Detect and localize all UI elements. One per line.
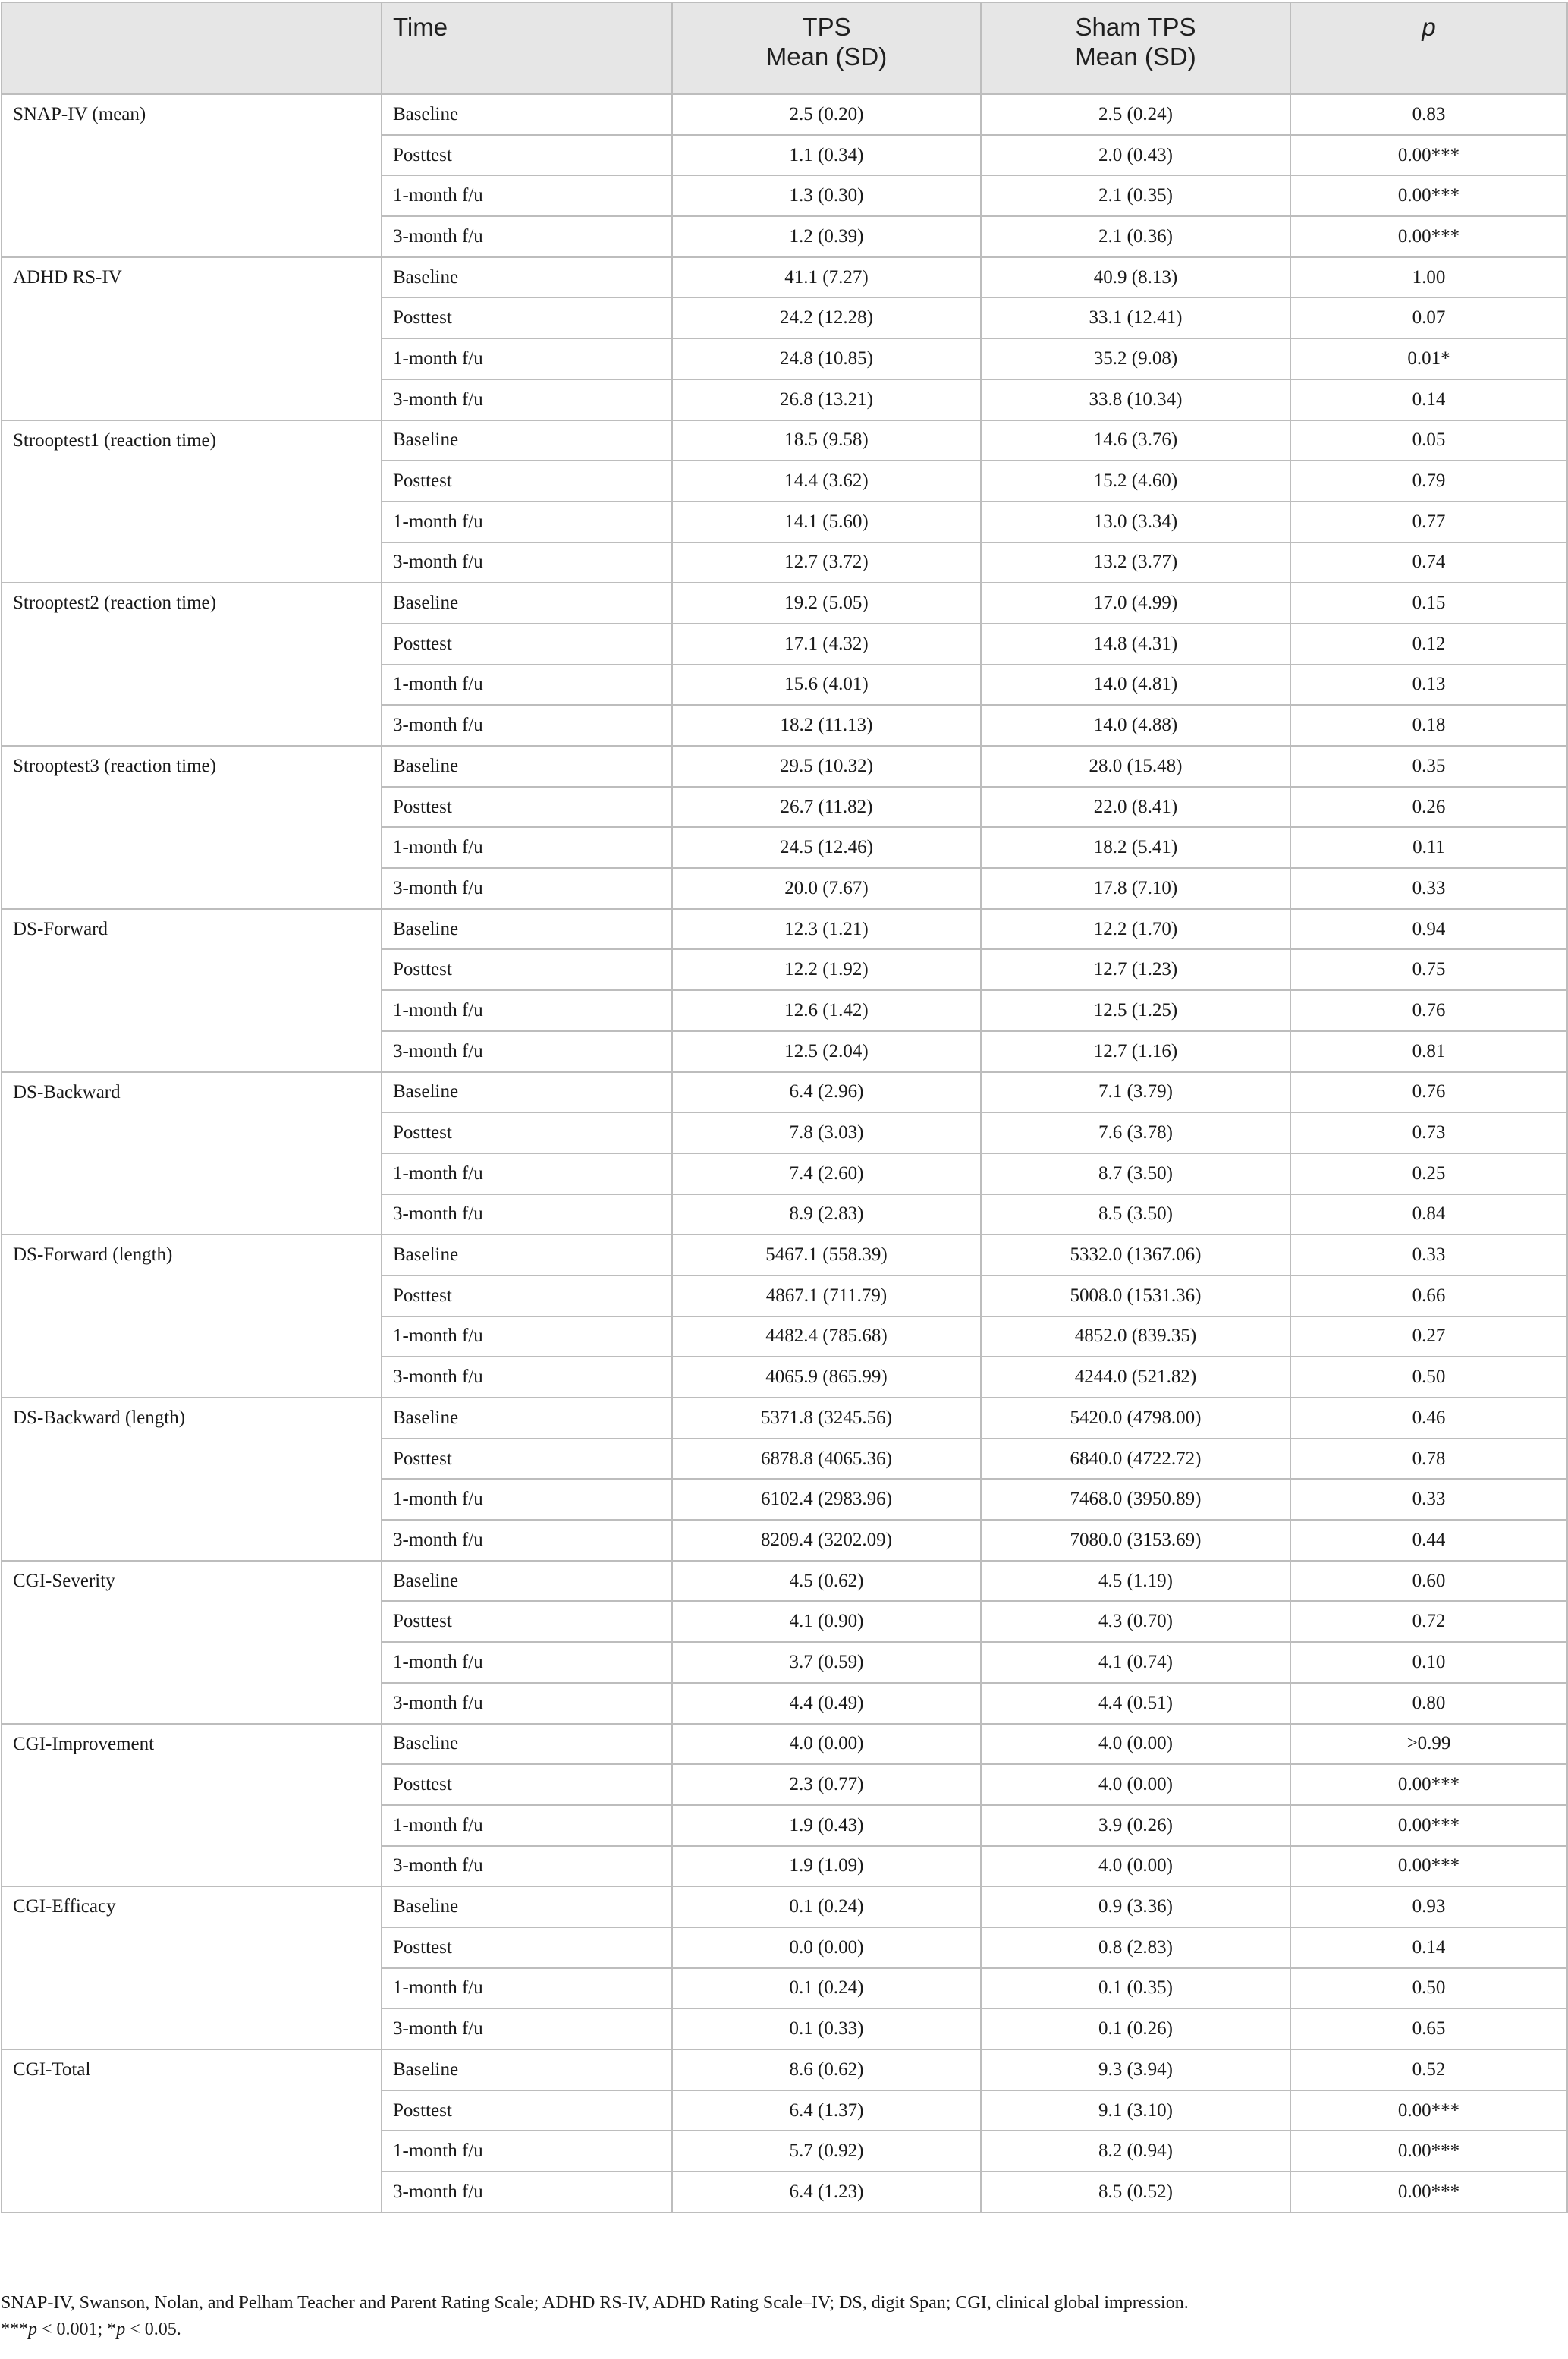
header-tps-line1: TPS bbox=[802, 13, 851, 41]
p-value-cell: 0.26 bbox=[1290, 787, 1567, 828]
tps-cell: 5371.8 (3245.56) bbox=[672, 1398, 981, 1439]
tps-cell: 7.8 (3.03) bbox=[672, 1112, 981, 1153]
time-cell: Posttest bbox=[382, 787, 672, 828]
measure-cell: CGI-Efficacy bbox=[2, 1886, 382, 2049]
footnote-stars: *** bbox=[1, 2320, 28, 2339]
sham-cell: 7.1 (3.79) bbox=[981, 1072, 1290, 1113]
p-value-cell: 0.93 bbox=[1290, 1886, 1567, 1927]
time-cell: Posttest bbox=[382, 1764, 672, 1805]
p-value-cell: 0.33 bbox=[1290, 868, 1567, 909]
p-value-cell: 0.00*** bbox=[1290, 175, 1567, 216]
time-cell: Baseline bbox=[382, 909, 672, 950]
tps-cell: 5467.1 (558.39) bbox=[672, 1235, 981, 1275]
tps-cell: 12.7 (3.72) bbox=[672, 543, 981, 583]
p-value-cell: 1.00 bbox=[1290, 257, 1567, 298]
tps-cell: 1.9 (0.43) bbox=[672, 1805, 981, 1846]
tps-cell: 3.7 (0.59) bbox=[672, 1642, 981, 1683]
p-value-cell: 0.66 bbox=[1290, 1275, 1567, 1316]
tps-cell: 1.1 (0.34) bbox=[672, 135, 981, 176]
time-cell: Baseline bbox=[382, 746, 672, 787]
table-body bbox=[2, 94, 1567, 2213]
p-value-cell: 0.65 bbox=[1290, 2008, 1567, 2049]
sham-cell: 4.0 (0.00) bbox=[981, 1846, 1290, 1887]
sham-cell: 2.0 (0.43) bbox=[981, 135, 1290, 176]
footnote-abbreviations: SNAP-IV, Swanson, Nolan, and Pelham Teacher and Parent Rating Scale; ADHD RS-IV, ADHD Rating Scale–IV; DS, digit Span; CGI, clinical global impression. bbox=[1, 2293, 1189, 2313]
sham-cell: 0.9 (3.36) bbox=[981, 1886, 1290, 1927]
tps-cell: 12.3 (1.21) bbox=[672, 909, 981, 950]
table-row bbox=[2, 1561, 1567, 1602]
tps-cell: 0.1 (0.24) bbox=[672, 1886, 981, 1927]
header-sham-line1: Sham TPS bbox=[1075, 13, 1196, 41]
sham-cell: 12.5 (1.25) bbox=[981, 990, 1290, 1031]
measure-cell: CGI-Severity bbox=[2, 1561, 382, 1724]
header-sham-line2: Mean (SD) bbox=[1075, 42, 1196, 71]
p-value-cell: 0.50 bbox=[1290, 1357, 1567, 1398]
time-cell: Posttest bbox=[382, 297, 672, 338]
tps-cell: 26.8 (13.21) bbox=[672, 379, 981, 420]
table-row bbox=[2, 1398, 1567, 1439]
time-cell: 1-month f/u bbox=[382, 502, 672, 543]
p-value-cell: 0.33 bbox=[1290, 1479, 1567, 1520]
time-cell: 1-month f/u bbox=[382, 1153, 672, 1194]
sham-cell: 15.2 (4.60) bbox=[981, 461, 1290, 502]
header-tps-line2: Mean (SD) bbox=[765, 42, 888, 71]
sham-cell: 4852.0 (839.35) bbox=[981, 1316, 1290, 1357]
time-cell: 1-month f/u bbox=[382, 665, 672, 706]
tps-cell: 24.5 (12.46) bbox=[672, 827, 981, 868]
p-value-cell: 0.14 bbox=[1290, 379, 1567, 420]
time-cell: 3-month f/u bbox=[382, 1683, 672, 1724]
p-value-cell: 0.27 bbox=[1290, 1316, 1567, 1357]
table-row bbox=[2, 583, 1567, 624]
p-value-cell: 0.72 bbox=[1290, 1601, 1567, 1642]
time-cell: Baseline bbox=[382, 257, 672, 298]
p-value-cell: 0.10 bbox=[1290, 1642, 1567, 1683]
header-sham bbox=[981, 2, 1290, 94]
sham-cell: 4.3 (0.70) bbox=[981, 1601, 1290, 1642]
tps-cell: 1.3 (0.30) bbox=[672, 175, 981, 216]
sham-cell: 14.6 (3.76) bbox=[981, 420, 1290, 461]
tps-cell: 6102.4 (2983.96) bbox=[672, 1479, 981, 1520]
tps-cell: 41.1 (7.27) bbox=[672, 257, 981, 298]
sham-cell: 0.1 (0.26) bbox=[981, 2008, 1290, 2049]
tps-cell: 4.0 (0.00) bbox=[672, 1724, 981, 1765]
time-cell: 3-month f/u bbox=[382, 216, 672, 257]
time-cell: 3-month f/u bbox=[382, 543, 672, 583]
time-cell: Baseline bbox=[382, 1886, 672, 1927]
sham-cell: 18.2 (5.41) bbox=[981, 827, 1290, 868]
table-footnotes bbox=[1, 2290, 1563, 2343]
header-p-value: p bbox=[1290, 2, 1567, 94]
p-value-cell: 0.84 bbox=[1290, 1194, 1567, 1235]
footnote-threshold-05: < 0.05. bbox=[125, 2320, 181, 2339]
tps-cell: 29.5 (10.32) bbox=[672, 746, 981, 787]
tps-cell: 6878.8 (4065.36) bbox=[672, 1439, 981, 1480]
tps-cell: 7.4 (2.60) bbox=[672, 1153, 981, 1194]
time-cell: 3-month f/u bbox=[382, 1357, 672, 1398]
p-value-cell: 0.00*** bbox=[1290, 216, 1567, 257]
p-value-cell: 0.07 bbox=[1290, 297, 1567, 338]
p-value-cell: 0.00*** bbox=[1290, 1805, 1567, 1846]
table-row bbox=[2, 2049, 1567, 2090]
measure-cell: Strooptest1 (reaction time) bbox=[2, 420, 382, 583]
sham-cell: 9.3 (3.94) bbox=[981, 2049, 1290, 2090]
tps-cell: 0.1 (0.33) bbox=[672, 2008, 981, 2049]
measure-cell: CGI-Total bbox=[2, 2049, 382, 2213]
tps-cell: 4482.4 (785.68) bbox=[672, 1316, 981, 1357]
tps-cell: 0.1 (0.24) bbox=[672, 1968, 981, 2009]
time-cell: 3-month f/u bbox=[382, 379, 672, 420]
time-cell: 1-month f/u bbox=[382, 1805, 672, 1846]
p-value-cell: 0.35 bbox=[1290, 746, 1567, 787]
measure-cell: CGI-Improvement bbox=[2, 1724, 382, 1887]
sham-cell: 2.1 (0.36) bbox=[981, 216, 1290, 257]
p-value-cell: 0.01* bbox=[1290, 338, 1567, 379]
p-value-cell: 0.46 bbox=[1290, 1398, 1567, 1439]
p-value-cell: 0.00*** bbox=[1290, 2131, 1567, 2172]
sham-cell: 8.7 (3.50) bbox=[981, 1153, 1290, 1194]
p-value-cell: 0.78 bbox=[1290, 1439, 1567, 1480]
p-value-cell: 0.00*** bbox=[1290, 2172, 1567, 2213]
p-value-cell: 0.12 bbox=[1290, 624, 1567, 665]
time-cell: Baseline bbox=[382, 1235, 672, 1275]
time-cell: Posttest bbox=[382, 949, 672, 990]
p-value-cell: 0.00*** bbox=[1290, 2090, 1567, 2131]
sham-cell: 6840.0 (4722.72) bbox=[981, 1439, 1290, 1480]
time-cell: 3-month f/u bbox=[382, 1846, 672, 1887]
time-cell: 3-month f/u bbox=[382, 1520, 672, 1561]
footnote-p-symbol: p bbox=[28, 2320, 37, 2339]
time-cell: Posttest bbox=[382, 1275, 672, 1316]
time-cell: Baseline bbox=[382, 420, 672, 461]
sham-cell: 3.9 (0.26) bbox=[981, 1805, 1290, 1846]
tps-cell: 6.4 (1.37) bbox=[672, 2090, 981, 2131]
sham-cell: 4244.0 (521.82) bbox=[981, 1357, 1290, 1398]
time-cell: Baseline bbox=[382, 1561, 672, 1602]
header-time: Time bbox=[382, 2, 672, 94]
footnote-p-symbol: p bbox=[116, 2320, 126, 2339]
tps-cell: 8.9 (2.83) bbox=[672, 1194, 981, 1235]
sham-cell: 13.0 (3.34) bbox=[981, 502, 1290, 543]
sham-cell: 4.4 (0.51) bbox=[981, 1683, 1290, 1724]
sham-cell: 5008.0 (1531.36) bbox=[981, 1275, 1290, 1316]
sham-cell: 17.8 (7.10) bbox=[981, 868, 1290, 909]
time-cell: 1-month f/u bbox=[382, 2131, 672, 2172]
sham-cell: 14.0 (4.81) bbox=[981, 665, 1290, 706]
sham-cell: 12.2 (1.70) bbox=[981, 909, 1290, 950]
tps-cell: 8209.4 (3202.09) bbox=[672, 1520, 981, 1561]
p-value-cell: 0.18 bbox=[1290, 705, 1567, 746]
time-cell: 3-month f/u bbox=[382, 2172, 672, 2213]
time-cell: 1-month f/u bbox=[382, 1642, 672, 1683]
table-row bbox=[2, 1724, 1567, 1765]
sham-cell: 8.5 (3.50) bbox=[981, 1194, 1290, 1235]
tps-cell: 19.2 (5.05) bbox=[672, 583, 981, 624]
table-row bbox=[2, 1886, 1567, 1927]
time-cell: 1-month f/u bbox=[382, 338, 672, 379]
p-value-cell: 0.44 bbox=[1290, 1520, 1567, 1561]
measure-cell: DS-Backward bbox=[2, 1072, 382, 1235]
sham-cell: 35.2 (9.08) bbox=[981, 338, 1290, 379]
p-value-cell: 0.11 bbox=[1290, 827, 1567, 868]
time-cell: Posttest bbox=[382, 1601, 672, 1642]
tps-cell: 4.4 (0.49) bbox=[672, 1683, 981, 1724]
time-cell: Baseline bbox=[382, 2049, 672, 2090]
tps-cell: 1.2 (0.39) bbox=[672, 216, 981, 257]
time-cell: Posttest bbox=[382, 461, 672, 502]
sham-cell: 5332.0 (1367.06) bbox=[981, 1235, 1290, 1275]
sham-cell: 12.7 (1.16) bbox=[981, 1031, 1290, 1072]
p-value-cell: 0.15 bbox=[1290, 583, 1567, 624]
tps-cell: 12.2 (1.92) bbox=[672, 949, 981, 990]
time-cell: Posttest bbox=[382, 135, 672, 176]
tps-cell: 0.0 (0.00) bbox=[672, 1927, 981, 1968]
p-value-cell: 0.76 bbox=[1290, 1072, 1567, 1113]
p-value-cell: 0.05 bbox=[1290, 420, 1567, 461]
sham-cell: 33.8 (10.34) bbox=[981, 379, 1290, 420]
tps-cell: 2.3 (0.77) bbox=[672, 1764, 981, 1805]
sham-cell: 17.0 (4.99) bbox=[981, 583, 1290, 624]
p-value-cell: 0.25 bbox=[1290, 1153, 1567, 1194]
p-value-cell: 0.80 bbox=[1290, 1683, 1567, 1724]
tps-cell: 4.1 (0.90) bbox=[672, 1601, 981, 1642]
tps-cell: 12.5 (2.04) bbox=[672, 1031, 981, 1072]
header-row bbox=[2, 2, 1567, 94]
time-cell: Posttest bbox=[382, 624, 672, 665]
p-value-cell: >0.99 bbox=[1290, 1724, 1567, 1765]
footnote-significance bbox=[1, 2317, 1563, 2343]
tps-cell: 4065.9 (865.99) bbox=[672, 1357, 981, 1398]
sham-cell: 0.8 (2.83) bbox=[981, 1927, 1290, 1968]
sham-cell: 13.2 (3.77) bbox=[981, 543, 1290, 583]
table-row bbox=[2, 1072, 1567, 1113]
time-cell: 3-month f/u bbox=[382, 1031, 672, 1072]
tps-cell: 12.6 (1.42) bbox=[672, 990, 981, 1031]
measure-cell: Strooptest2 (reaction time) bbox=[2, 583, 382, 746]
measure-cell: ADHD RS-IV bbox=[2, 257, 382, 420]
table-row bbox=[2, 94, 1567, 135]
sham-cell: 2.1 (0.35) bbox=[981, 175, 1290, 216]
tps-cell: 15.6 (4.01) bbox=[672, 665, 981, 706]
sham-cell: 4.5 (1.19) bbox=[981, 1561, 1290, 1602]
tps-cell: 2.5 (0.20) bbox=[672, 94, 981, 135]
p-value-cell: 0.79 bbox=[1290, 461, 1567, 502]
p-value-cell: 0.33 bbox=[1290, 1235, 1567, 1275]
time-cell: Baseline bbox=[382, 1072, 672, 1113]
tps-cell: 4.5 (0.62) bbox=[672, 1561, 981, 1602]
p-value-cell: 0.83 bbox=[1290, 94, 1567, 135]
measure-cell: Strooptest3 (reaction time) bbox=[2, 746, 382, 909]
p-value-cell: 0.77 bbox=[1290, 502, 1567, 543]
time-cell: 3-month f/u bbox=[382, 1194, 672, 1235]
tps-cell: 4867.1 (711.79) bbox=[672, 1275, 981, 1316]
sham-cell: 4.1 (0.74) bbox=[981, 1642, 1290, 1683]
tps-cell: 26.7 (11.82) bbox=[672, 787, 981, 828]
sham-cell: 7.6 (3.78) bbox=[981, 1112, 1290, 1153]
sham-cell: 7080.0 (3153.69) bbox=[981, 1520, 1290, 1561]
sham-cell: 8.5 (0.52) bbox=[981, 2172, 1290, 2213]
time-cell: 1-month f/u bbox=[382, 175, 672, 216]
tps-cell: 14.4 (3.62) bbox=[672, 461, 981, 502]
time-cell: 1-month f/u bbox=[382, 1479, 672, 1520]
sham-cell: 33.1 (12.41) bbox=[981, 297, 1290, 338]
time-cell: 1-month f/u bbox=[382, 1968, 672, 2009]
tps-cell: 6.4 (2.96) bbox=[672, 1072, 981, 1113]
tps-cell: 18.2 (11.13) bbox=[672, 705, 981, 746]
sham-cell: 22.0 (8.41) bbox=[981, 787, 1290, 828]
time-cell: Baseline bbox=[382, 1398, 672, 1439]
sham-cell: 28.0 (15.48) bbox=[981, 746, 1290, 787]
time-cell: 1-month f/u bbox=[382, 990, 672, 1031]
time-cell: 1-month f/u bbox=[382, 1316, 672, 1357]
sham-cell: 40.9 (8.13) bbox=[981, 257, 1290, 298]
p-value-cell: 0.13 bbox=[1290, 665, 1567, 706]
tps-cell: 1.9 (1.09) bbox=[672, 1846, 981, 1887]
tps-cell: 8.6 (0.62) bbox=[672, 2049, 981, 2090]
time-cell: Baseline bbox=[382, 583, 672, 624]
time-cell: 3-month f/u bbox=[382, 2008, 672, 2049]
tps-cell: 18.5 (9.58) bbox=[672, 420, 981, 461]
sham-cell: 0.1 (0.35) bbox=[981, 1968, 1290, 2009]
sham-cell: 14.0 (4.88) bbox=[981, 705, 1290, 746]
p-value-cell: 0.00*** bbox=[1290, 135, 1567, 176]
footnote-threshold-001: < 0.001; * bbox=[37, 2320, 117, 2339]
p-value-cell: 0.50 bbox=[1290, 1968, 1567, 2009]
p-value-cell: 0.81 bbox=[1290, 1031, 1567, 1072]
time-cell: 3-month f/u bbox=[382, 868, 672, 909]
measure-cell: DS-Forward bbox=[2, 909, 382, 1072]
p-value-cell: 0.73 bbox=[1290, 1112, 1567, 1153]
sham-cell: 5420.0 (4798.00) bbox=[981, 1398, 1290, 1439]
tps-cell: 20.0 (7.67) bbox=[672, 868, 981, 909]
sham-cell: 7468.0 (3950.89) bbox=[981, 1479, 1290, 1520]
time-cell: Baseline bbox=[382, 1724, 672, 1765]
table-row bbox=[2, 746, 1567, 787]
table-header bbox=[2, 2, 1567, 94]
tps-cell: 24.8 (10.85) bbox=[672, 338, 981, 379]
sham-cell: 8.2 (0.94) bbox=[981, 2131, 1290, 2172]
table-row bbox=[2, 420, 1567, 461]
time-cell: Posttest bbox=[382, 1439, 672, 1480]
tps-cell: 14.1 (5.60) bbox=[672, 502, 981, 543]
time-cell: Posttest bbox=[382, 1927, 672, 1968]
tps-cell: 17.1 (4.32) bbox=[672, 624, 981, 665]
time-cell: 1-month f/u bbox=[382, 827, 672, 868]
measure-cell: SNAP-IV (mean) bbox=[2, 94, 382, 257]
sham-cell: 4.0 (0.00) bbox=[981, 1724, 1290, 1765]
p-value-cell: 0.00*** bbox=[1290, 1764, 1567, 1805]
table-row bbox=[2, 909, 1567, 950]
sham-cell: 9.1 (3.10) bbox=[981, 2090, 1290, 2131]
table-row bbox=[2, 1235, 1567, 1275]
p-value-cell: 0.75 bbox=[1290, 949, 1567, 990]
header-tps bbox=[672, 2, 981, 94]
p-value-cell: 0.94 bbox=[1290, 909, 1567, 950]
tps-cell: 24.2 (12.28) bbox=[672, 297, 981, 338]
tps-cell: 5.7 (0.92) bbox=[672, 2131, 981, 2172]
time-cell: Posttest bbox=[382, 1112, 672, 1153]
p-value-cell: 0.14 bbox=[1290, 1927, 1567, 1968]
time-cell: Baseline bbox=[382, 94, 672, 135]
measure-cell: DS-Backward (length) bbox=[2, 1398, 382, 1561]
p-value-cell: 0.52 bbox=[1290, 2049, 1567, 2090]
sham-cell: 14.8 (4.31) bbox=[981, 624, 1290, 665]
sham-cell: 12.7 (1.23) bbox=[981, 949, 1290, 990]
time-cell: 3-month f/u bbox=[382, 705, 672, 746]
measure-cell: DS-Forward (length) bbox=[2, 1235, 382, 1398]
header-measure bbox=[2, 2, 382, 94]
table-row bbox=[2, 257, 1567, 298]
sham-cell: 4.0 (0.00) bbox=[981, 1764, 1290, 1805]
p-value-cell: 0.60 bbox=[1290, 1561, 1567, 1602]
results-table bbox=[1, 2, 1568, 2213]
tps-cell: 6.4 (1.23) bbox=[672, 2172, 981, 2213]
p-value-cell: 0.00*** bbox=[1290, 1846, 1567, 1887]
p-value-cell: 0.76 bbox=[1290, 990, 1567, 1031]
sham-cell: 2.5 (0.24) bbox=[981, 94, 1290, 135]
time-cell: Posttest bbox=[382, 2090, 672, 2131]
p-value-cell: 0.74 bbox=[1290, 543, 1567, 583]
